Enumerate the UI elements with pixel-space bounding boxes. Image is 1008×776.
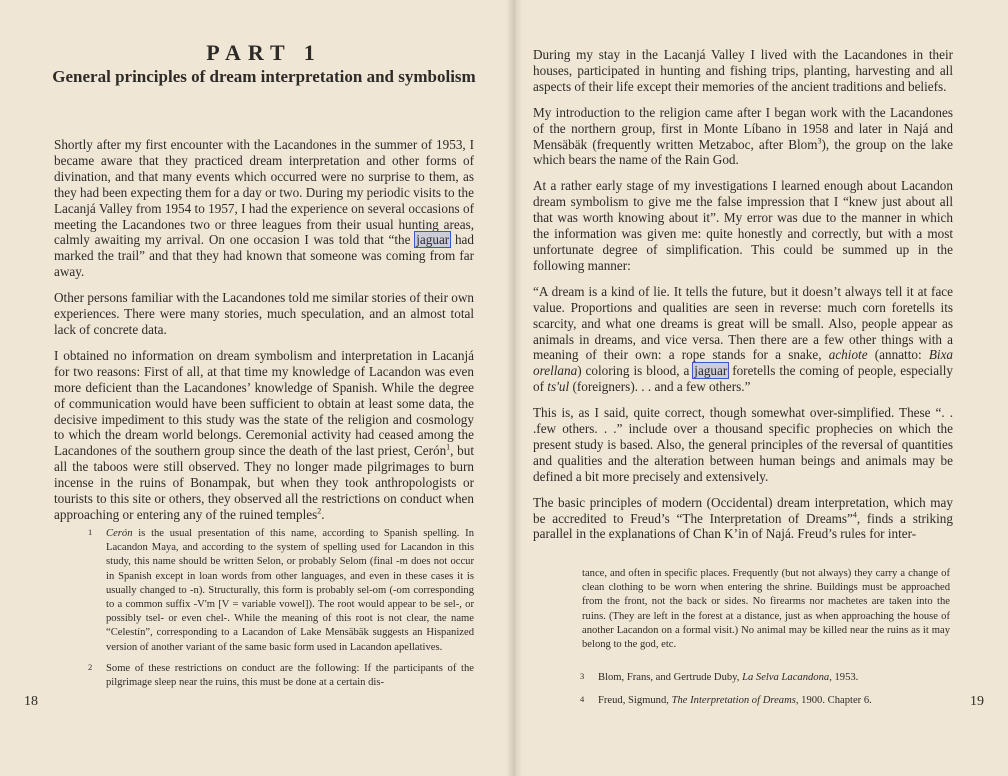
footnote: 2 Some of these restrictions on conduct are the following: If the participants of the pilgrimage sleep near the ruins, this must be done at a certain dis-: [88, 661, 474, 689]
footnote: 3 Blom, Frans, and Gertrude Duby, La Selva Lacandona, 1953.: [580, 671, 859, 683]
paragraph: Other persons familiar with the Lacandones told me similar stories of their own experiences. There were many stories, much speculation, and an almost total lack of concrete data.: [54, 290, 474, 337]
footnote-number: 1: [88, 527, 93, 537]
highlighted-word-jaguar[interactable]: jaguar: [416, 232, 450, 248]
right-footnotes: [582, 671, 950, 717]
footnote: 4 Freud, Sigmund, The Interpretation of Dreams, 1900. Chapter 6.: [580, 694, 872, 706]
footnote-number: 2: [88, 661, 93, 672]
footnote-ref[interactable]: 4: [852, 510, 857, 520]
footnote-continuation: tance, and often in specific places. Frequently (but not always) they carry a change of clean clothing to be worn when entering the shrine. Buildings must be approached from the front, not the back or sides. No firearms nor machetes are taken into the ruins. (They are left in the forest at a distance, just as when approaching the house of another Lacandon on a formal visit.) No animal may be killed near the ruins as it may belong to the god, etc.: [582, 568, 950, 651]
paragraph: During my stay in the Lacanjá Valley I lived with the Lacandones in their houses, participated in hunting and fishing trips, planting, harvesting and all aspects of their life except their memories of the ancient traditions and beliefs.: [533, 47, 953, 94]
highlighted-word-jaguar[interactable]: jaguar: [694, 363, 728, 379]
paragraph: At a rather early stage of my investigations I learned enough about Lacandon dream symbolism to give me the false impression that I “knew just about all that was worth knowing about it”. My error was due to the manner in which the information was given me: quite honestly and correctly, but with a most unfortunate degree of simplification. This could be summed up in the following manner:: [533, 178, 953, 273]
left-body-text: [54, 137, 474, 533]
footnote-ref[interactable]: 2: [317, 506, 322, 516]
page-number: 18: [24, 694, 38, 709]
footnote-ref[interactable]: 1: [446, 442, 451, 452]
footnote: 1 Cerón is the usual presentation of this name, according to Spanish spelling. In Lacandon Maya, and according to the system of spelling used for Lacandon in this study, this name should be written Selon, or probably Selom (final -m does not occur in Spanish except in loan words from other languages, and even in these cases it is usually changed to -n). Structurally, this form is probably sel-om (-om corresponding to a common suffix -V'm [V = variable vowel]). The root would appear to be sel-, or possibly tsel- or even chel-. While the meaning of this root is not clear, the name “Celestín”, corresponding to a Lacandon of Lake Mensäbäk suggests an Hispanized version of another variant of the same basic form used in Lacandon apellatives.: [88, 527, 474, 653]
part-title: PART 1: [206, 40, 322, 65]
footnote-ref[interactable]: 3: [817, 136, 822, 146]
paragraph: I obtained no information on dream symbolism and interpretation in Lacanjá for two reasons: First of all, at that time my knowledge of Lacandon was even more deficient than the Lacandones’ knowledge of Spanish. While the degree of communication would have been sufficient to obtain at least some data, the decisive impediment to this study was the state of the religion and cosmology to which the dream world belongs. Ceremonial activity had ceased among the Lacandones of the southern group since the death of the last priest, Cerón$^1$, but all the taboos were still observed. They no longer made pilgrimages to burn incense in the ruins of Bonampak, but when they took anthropologists or tourists to this site or others, they observed all the restrictions on conduct when approaching or entering any of the ruined temples$^2$.: [54, 347, 474, 522]
chapter-title: General principles of dream interpretation and symbolism: [52, 67, 476, 86]
book-gutter: [506, 0, 522, 776]
paragraph: “A dream is a kind of lie. It tells the future, but it doesn’t always tell it at face value. Proportions and qualities are seen in reverse: much corn foretells its scarcity, and what one dreams is great will be small. Also, people appear as animals in dreams, and vice versa. Then there are a few other things with a meaning of their own: a rope stands for a snake, achiote (annatto: Bixa orellana) coloring is blood, a jaguar foretells the coming of people, especially of ts'ul (foreigners). . . and a few others.”: [533, 283, 954, 395]
right-body-text: [533, 47, 953, 552]
left-footnotes: [90, 527, 474, 697]
paragraph: The basic principles of modern (Occidental) dream interpretation, which may be accredited to Freud’s “The Interpretation of Dreams”$^4$, finds a striking parallel in the explanations of Chan K’in of Najá. Freud’s rules for inter-: [533, 494, 953, 542]
paragraph: Shortly after my first encounter with the Lacandones in the summer of 1953, I became aware that they practiced dream interpretation and other forms of divination, and that many events which occurred were no surprise to them, as they had been expecting them for a day or two. During my periodic visits to the Lacanjá Valley from 1954 to 1957, I had the experience on several occasions of meeting the Lacandones two or three leagues from their usual hunting areas, calmly awaiting my arrival. On one occasion I was told that “the jaguar had marked the trail” and that they had known that someone was coming from far away.: [54, 137, 474, 280]
page-number: 19: [970, 694, 984, 709]
paragraph: This is, as I said, quite correct, though somewhat over-simplified. These “. . .few others. . .” include over a thousand specific prophecies on which the present study is based. Also, the general principles of the reversal of quantities and qualities and the alteration between human beings and animals may be defined a bit more precisely and extensively.: [533, 405, 953, 484]
right-page: [522, 0, 1008, 776]
footnote-number: 3: [580, 671, 585, 681]
footnote-number: 4: [580, 694, 585, 704]
paragraph: My introduction to the religion came after I began work with the Lacandones of the northern group, first in Monte Líbano in 1958 and later in Najá and Mensäbäk (frequently written Metzaboc, after Blom$^3$), the group on the lake which bears the name of the Rain God.: [533, 104, 953, 168]
